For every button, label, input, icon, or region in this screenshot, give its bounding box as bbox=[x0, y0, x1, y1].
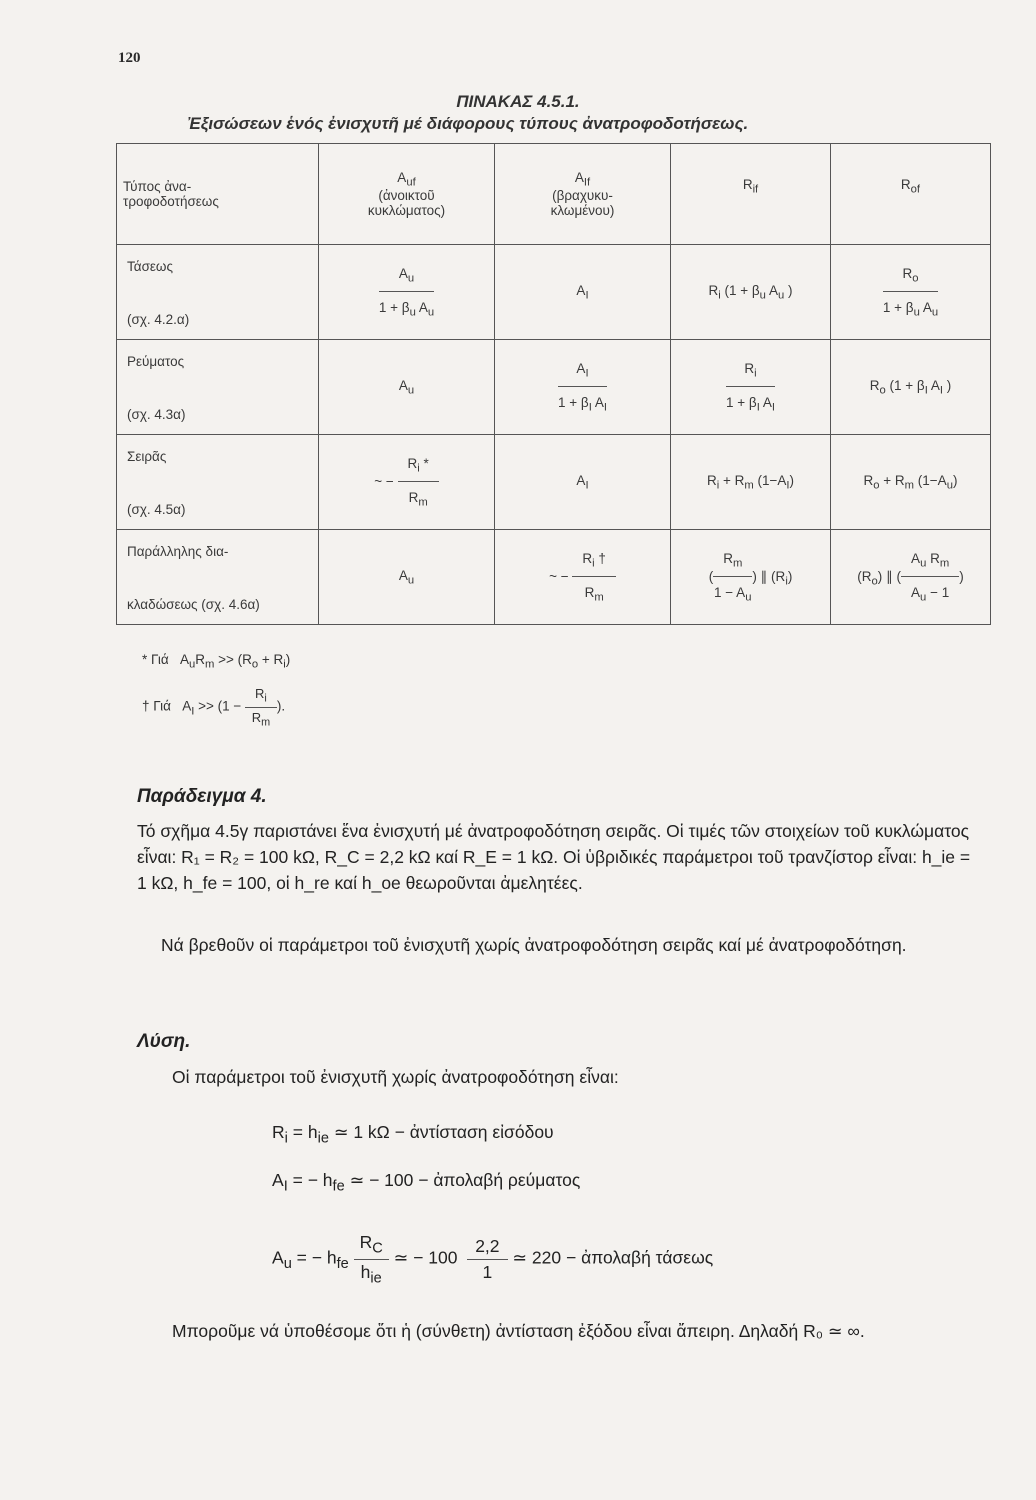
cell-voltage-rof: $\frac{R_o}{1 + \beta_u A_u}$ bbox=[831, 245, 991, 340]
footnote-dagger: † Γιά $A_I >> (1$ − $\frac{R_i}{R_m}$ ). bbox=[142, 686, 286, 729]
cell-parallel-rof: $(R_o)$ ∥ ( $\frac{A_u R_m}{A_u - 1}$ ) bbox=[831, 530, 991, 625]
cell-parallel-aif: ~ − $\frac{R_i \dagger}{R_m}$ bbox=[495, 530, 671, 625]
header-rof: $R_{of}$ bbox=[831, 144, 991, 245]
feedback-equations-table bbox=[116, 143, 991, 625]
table-caption: Ἐξισώσεων ἑνός ἐνισχυτῆ μέ διάφορους τύπους ἀνατροφοδοτήσεως. bbox=[187, 114, 749, 133]
header-feedback-type: Τύπος ἀνα- τροφοδοτήσεως bbox=[117, 144, 319, 245]
table-row bbox=[117, 530, 991, 625]
cell-parallel-rif: ( $\frac{R_m}{1 - A_u}$ ) ∥ $(R_i)$ bbox=[671, 530, 831, 625]
cell-current-rof: $R_o$ ($1 + \beta_I$ $A_I$ ) bbox=[831, 340, 991, 435]
cell-voltage-auf: $\frac{A_u}{1 + \beta_u A_u}$ bbox=[319, 245, 495, 340]
example-paragraph-1: Τό σχῆμα 4.5γ παριστάνει ἕνα ἐνισχυτή μέ ἀνατροφοδότηση σειρᾶς. Οἱ τιμές τῶν στοιχείων τοῦ κυκλώματος εἶναι: R₁ = R₂ = 100 kΩ, R_C = 2,2 kΩ καί R_E = 1 kΩ. Οἱ ὑβριδικές παράμετροι τοῦ τρανζίστορ εἶναι: h_ie = 1 kΩ, h_fe = 100, οἱ h_re καί h_oe θεωροῦνται ἀμελητέες. bbox=[137, 821, 971, 893]
table-row bbox=[117, 245, 991, 340]
example-paragraph-2: Νά βρεθοῦν οἱ παράμετροι τοῦ ἐνισχυτῆ χωρίς ἀνατροφοδότηση σειρᾶς καί μέ ἀνατροφοδότηση. bbox=[161, 935, 907, 955]
header-aif: $A_{If}$ (βραχυκυ- κλωμένου) bbox=[495, 144, 671, 245]
cell-current-aif: $\frac{A_I}{1 + \beta_I A_I}$ bbox=[495, 340, 671, 435]
cell-current-rif: $\frac{R_i}{1 + \beta_I A_I}$ bbox=[671, 340, 831, 435]
table-header-row bbox=[117, 144, 991, 245]
row-type-current: Ρεύματος (σχ. 4.3α) bbox=[117, 340, 319, 435]
cell-current-auf: $A_u$ bbox=[319, 340, 495, 435]
equation-ri: $R_i = h_{ie}$ ≃ 1 kΩ − ἀντίσταση εἰσόδου bbox=[272, 1122, 554, 1147]
cell-series-rif: $R_i + R_m$ $(1-A_I)$ bbox=[671, 435, 831, 530]
closing-paragraph: Μποροῦμε νά ὑποθέσομε ὅτι ἡ (σύνθετη) ἀντίσταση ἐξόδου εἶναι ἄπειρη. Δηλαδή R₀ ≃ ∞. bbox=[172, 1321, 865, 1341]
header-auf: $A_{uf}$ (ἀνοικτοῦ κυκλώματος) bbox=[319, 144, 495, 245]
cell-series-rof: $R_o + R_m$ $(1-A_u)$ bbox=[831, 435, 991, 530]
row-type-parallel: Παράλληλης δια- κλαδώσεως (σχ. 4.6α) bbox=[117, 530, 319, 625]
row-type-series: Σειρᾶς (σχ. 4.5α) bbox=[117, 435, 319, 530]
example-heading: Παράδειγμα 4. bbox=[137, 786, 267, 807]
table-row bbox=[117, 435, 991, 530]
equation-au: $A_u$ = − $h_{fe}$ $\frac{R_C}{h_{ie}}$ ≃ − 100 $\frac{2,2}{1}$ ≃ 220 − ἀπολαβή τάσεως bbox=[272, 1232, 714, 1286]
cell-parallel-auf: $A_u$ bbox=[319, 530, 495, 625]
solution-intro: Οἱ παράμετροι τοῦ ἐνισχυτῆ χωρίς ἀνατροφοδότηση εἶναι: bbox=[172, 1067, 619, 1087]
footnote-star: * Γιά $A_uR_m >> (R_o + R_i)$ bbox=[142, 652, 291, 671]
header-rif: $R_{if}$ bbox=[671, 144, 831, 245]
table-row bbox=[117, 340, 991, 435]
row-type-voltage: Τάσεως (σχ. 4.2.α) bbox=[117, 245, 319, 340]
cell-series-aif: $A_I$ bbox=[495, 435, 671, 530]
cell-voltage-aif: $A_I$ bbox=[495, 245, 671, 340]
cell-voltage-rif: $R_i$ ($1 + \beta_u$ $A_u$ ) bbox=[671, 245, 831, 340]
solution-heading: Λύση. bbox=[137, 1031, 191, 1052]
table-title: ΠΙΝΑΚΑΣ 4.5.1. bbox=[456, 92, 580, 111]
equation-ai: $A_I$ = − $h_{fe}$ ≃ − 100 − ἀπολαβή ρεύματος bbox=[272, 1170, 581, 1195]
cell-series-auf: ~ − $\frac{R_i *}{R_m}$ bbox=[319, 435, 495, 530]
page-number: 120 bbox=[118, 50, 141, 66]
